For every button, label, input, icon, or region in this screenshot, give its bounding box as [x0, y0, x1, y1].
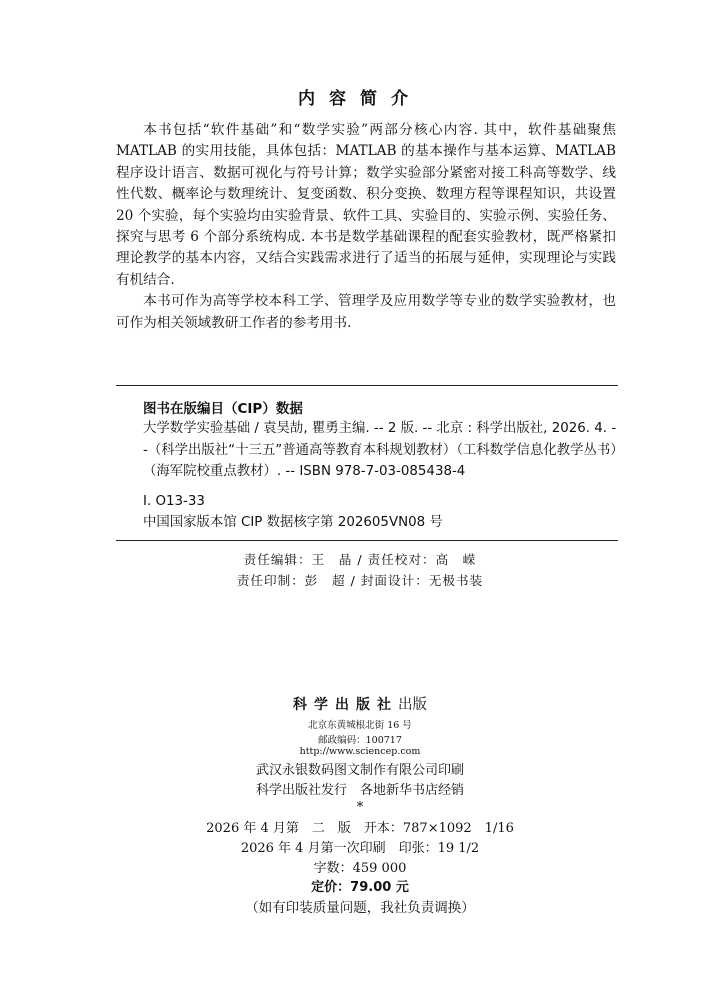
staff-line-2: 责任印制：彭 超 / 封面设计：无极书装 [236, 573, 484, 588]
cip-library-line: 中国国家版本馆 CIP 数据核字第 202605VN08 号 [143, 515, 443, 530]
printing-line: 2026 年 4 月第一次印刷 印张：19 1/2 [240, 841, 480, 856]
intro-title: 内容简介 [298, 89, 422, 109]
edition-line: 2026 年 4 月第 二 版 开本：787×1092 1/16 [206, 821, 514, 836]
publisher-url: http://www.sciencep.com [299, 746, 421, 757]
cip-body [143, 418, 617, 534]
intro-summary [116, 120, 616, 334]
word-count: 字数：459 000 [313, 861, 407, 876]
quality-notice: （如有印装质量问题，我社负责调换） [245, 900, 475, 916]
publisher-logo: 科学出版社 [293, 697, 398, 713]
cip-record: 大学数学实验基础 / 袁昊劼, 瞿勇主编. -- 2 版. -- 北京 : 科学出版社, 2026. 4. --（科学出版社“十三五”普通高等教育本科规划教材）（工科数学信息化教学丛书）（海军院校重点教材）. -- ISBN 978-7-03-085438-4 [143, 421, 617, 479]
price: 定价：79.00 元 [311, 880, 409, 895]
intro-paragraph-1: 本书包括“软件基础”和“数学实验”两部分核心内容. 其中，软件基础聚焦 MATLAB 的实用技能，具体包括：MATLAB 的基本操作与基本运算、MATLAB 程序设计语言、数据可视化与符号计算；数学实验部分紧密对接工科高等数学、线性代数、概率论与数理统计、复变函数、积分变换、数理方程等课程知识，共设置 20 个实验，每个实验均由实验背景、软件工具、实验目的、实验示例、实验任务、探究与思考 6 个部分系统构成. 本书是数学基础课程的配套实验教材，既严格紧扣理论教学的基本内容，又结合实践需求进行了适当的拓展与延伸，实现理论与实践有机结合. [116, 122, 616, 288]
cip-classification: Ⅰ. O13-33 [143, 493, 205, 509]
publisher-suffix: 出版 [398, 697, 427, 713]
distribution-line: 科学出版社发行 各地新华书店经销 [255, 783, 464, 798]
publisher-name [0, 693, 720, 714]
cip-heading: 图书在版编目（CIP）数据 [143, 401, 303, 417]
cip-top-rule [116, 385, 618, 386]
printer-line: 武汉永银数码图文制作有限公司印刷 [255, 763, 464, 778]
publisher-postcode: 邮政编码：100717 [318, 735, 402, 746]
separator-star: * [356, 800, 364, 815]
intro-paragraph-2: 本书可作为高等学校本科工学、管理学及应用数学等专业的数学实验教材，也可作为相关领域教研工作者的参考用书. [116, 293, 616, 331]
cip-bottom-rule [116, 540, 618, 541]
publisher-address: 北京东黄城根北街 16 号 [308, 720, 412, 731]
staff-line-1: 责任编辑：王 晶 / 责任校对：高 嵘 [243, 552, 477, 567]
